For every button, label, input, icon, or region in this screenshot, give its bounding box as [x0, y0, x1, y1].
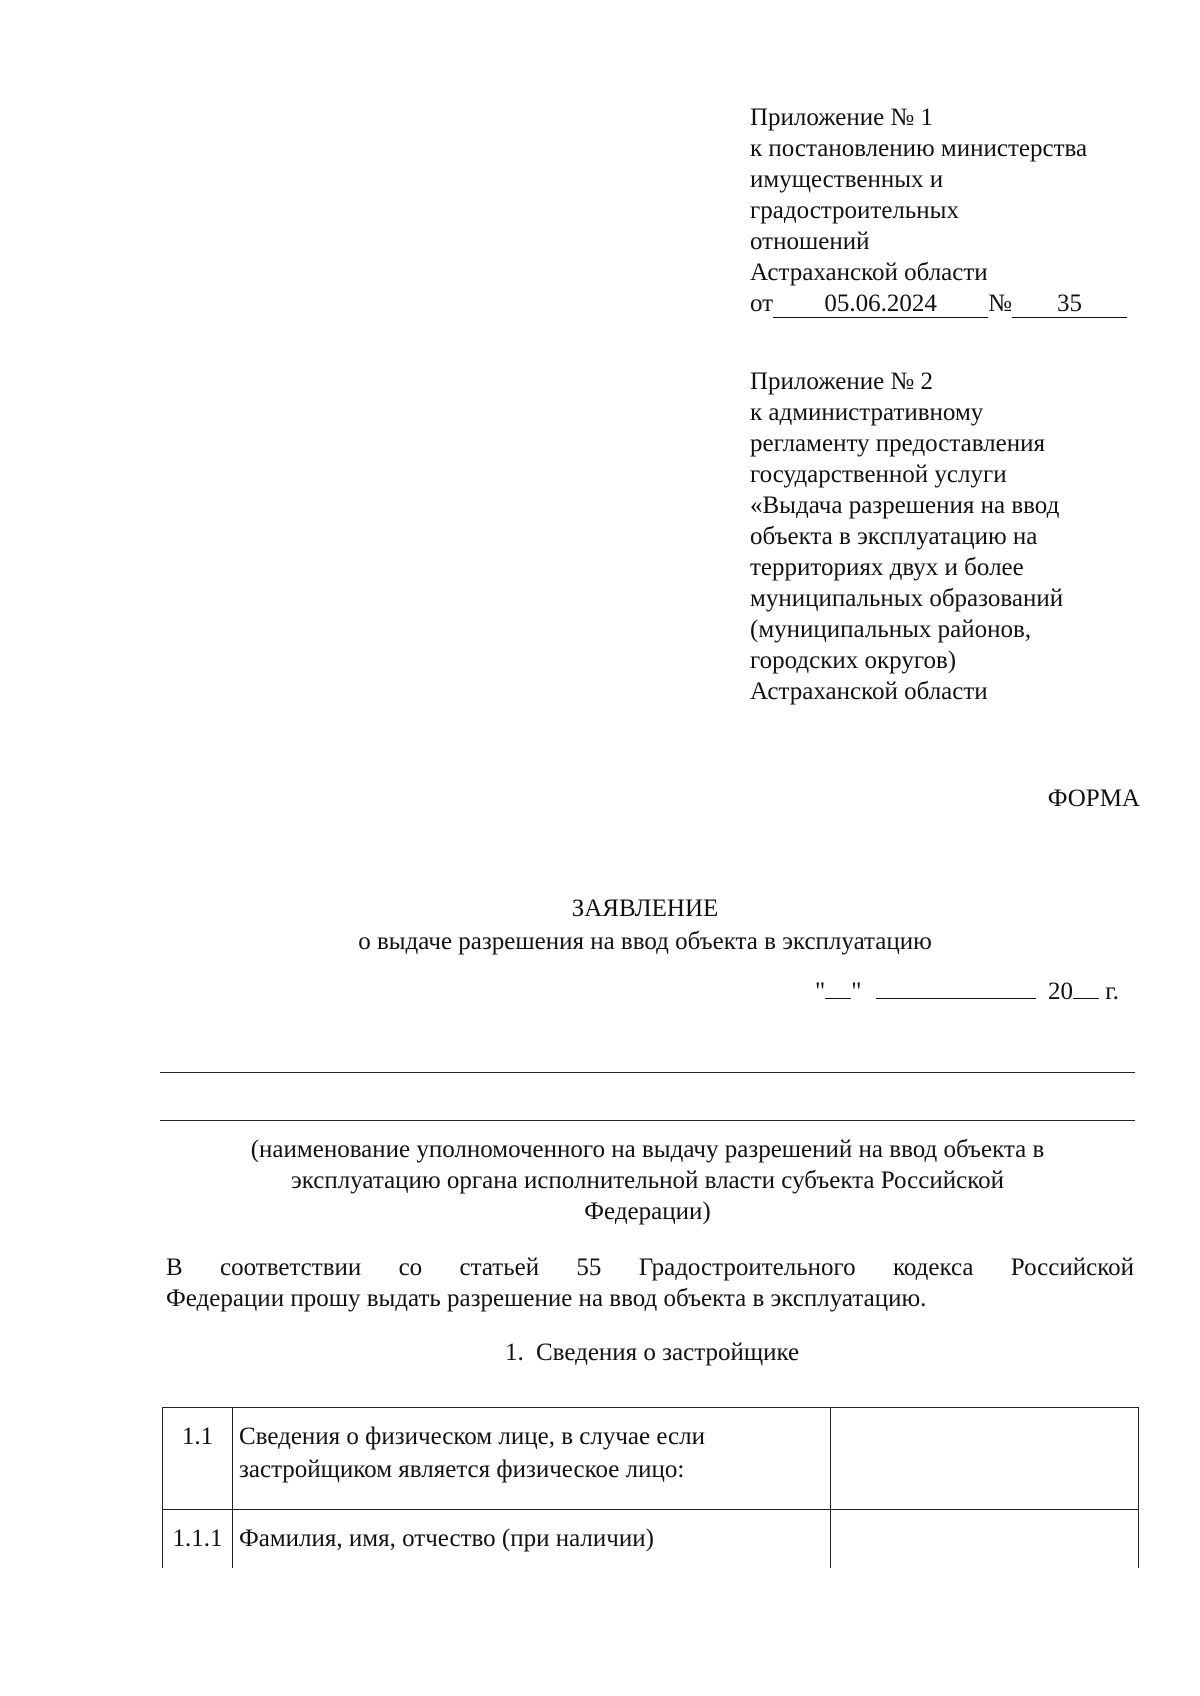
row-label-line: застройщиком является физическое лицо: — [239, 1456, 685, 1483]
appendix-2-line: государственной услуги — [750, 461, 1007, 488]
section-number: 1. — [505, 1339, 524, 1366]
body-line: В соответствии со статьей 55 Градостроительного кодекса Российской — [166, 1254, 1134, 1281]
appendix-2-line: объекта в эксплуатацию на — [750, 523, 1038, 550]
appendix-1-line: отношений — [750, 228, 870, 255]
day-quote-close: " — [851, 978, 862, 1005]
body-paragraph — [166, 1252, 1134, 1314]
day-quote-open: " — [815, 978, 826, 1005]
section-title: Сведения о застройщике — [536, 1339, 800, 1366]
appendix-1-date-line — [750, 288, 1127, 319]
table-row — [163, 1408, 1139, 1510]
caption-line: (наименование уполномоченного на выдачу разрешений на ввод объекта в — [250, 1136, 1045, 1163]
table-row — [163, 1510, 1139, 1568]
appendix-2-line: регламенту предоставления — [750, 430, 1046, 457]
appendix-2-title: Приложение № 2 — [750, 368, 934, 395]
row-value-cell[interactable] — [831, 1408, 1139, 1510]
appendix-1-line: градостроительных — [750, 197, 959, 224]
appendix-1-title: Приложение № 1 — [750, 104, 934, 131]
row-label-line: Сведения о физическом лице, в случае если — [239, 1423, 706, 1450]
form-label: ФОРМА — [1047, 785, 1140, 812]
appendix-2-line: (муниципальных районов, — [750, 616, 1032, 643]
date-prefix: от — [750, 290, 774, 317]
appendix-1-block — [750, 102, 1127, 319]
month-blank[interactable] — [876, 998, 1036, 999]
document-title: ЗАЯВЛЕНИЕ — [571, 895, 719, 922]
appendix-2-line: городских округов) — [750, 647, 957, 674]
row-number: 1.1 — [163, 1408, 233, 1510]
approval-date: 05.06.2024 — [773, 291, 988, 318]
caption-line: эксплуатацию органа исполнительной власти субъекта Российской — [291, 1167, 1004, 1194]
year-blank[interactable] — [1073, 998, 1099, 999]
day-blank[interactable] — [825, 998, 851, 999]
authority-name-line[interactable] — [160, 1072, 1135, 1073]
document-subtitle: о выдаче разрешения на ввод объекта в эксплуатацию — [358, 928, 932, 955]
row-label — [233, 1510, 831, 1568]
number-sign: № — [988, 290, 1012, 317]
section-heading — [505, 1337, 799, 1368]
appendix-2-line: «Выдача разрешения на ввод — [750, 492, 1060, 519]
row-label-line: Фамилия, имя, отчество (при наличии) — [239, 1525, 654, 1552]
authority-caption — [160, 1134, 1135, 1227]
body-line: Федерации прошу выдать разрешение на ввод объекта в эксплуатацию. — [166, 1285, 927, 1312]
approval-number: 35 — [1012, 291, 1127, 318]
appendix-1-line: Астраханской области — [750, 259, 988, 286]
developer-info-table — [162, 1407, 1139, 1568]
appendix-2-block — [750, 366, 1063, 707]
appendix-2-line: к административному — [750, 399, 984, 426]
application-date-line — [815, 976, 1119, 1007]
authority-name-line[interactable] — [160, 1120, 1135, 1121]
row-label — [233, 1408, 831, 1510]
appendix-2-line: муниципальных образований — [750, 585, 1064, 612]
appendix-2-line: территориях двух и более — [750, 554, 1024, 581]
row-value-cell[interactable] — [831, 1510, 1139, 1568]
appendix-1-line: имущественных и — [750, 166, 944, 193]
row-number: 1.1.1 — [163, 1510, 233, 1568]
caption-line: Федерации) — [584, 1198, 711, 1225]
year-suffix: г. — [1105, 978, 1119, 1005]
year-prefix: 20 — [1047, 978, 1073, 1005]
appendix-2-line: Астраханской области — [750, 678, 988, 705]
appendix-1-line: к постановлению министерства — [750, 135, 1088, 162]
